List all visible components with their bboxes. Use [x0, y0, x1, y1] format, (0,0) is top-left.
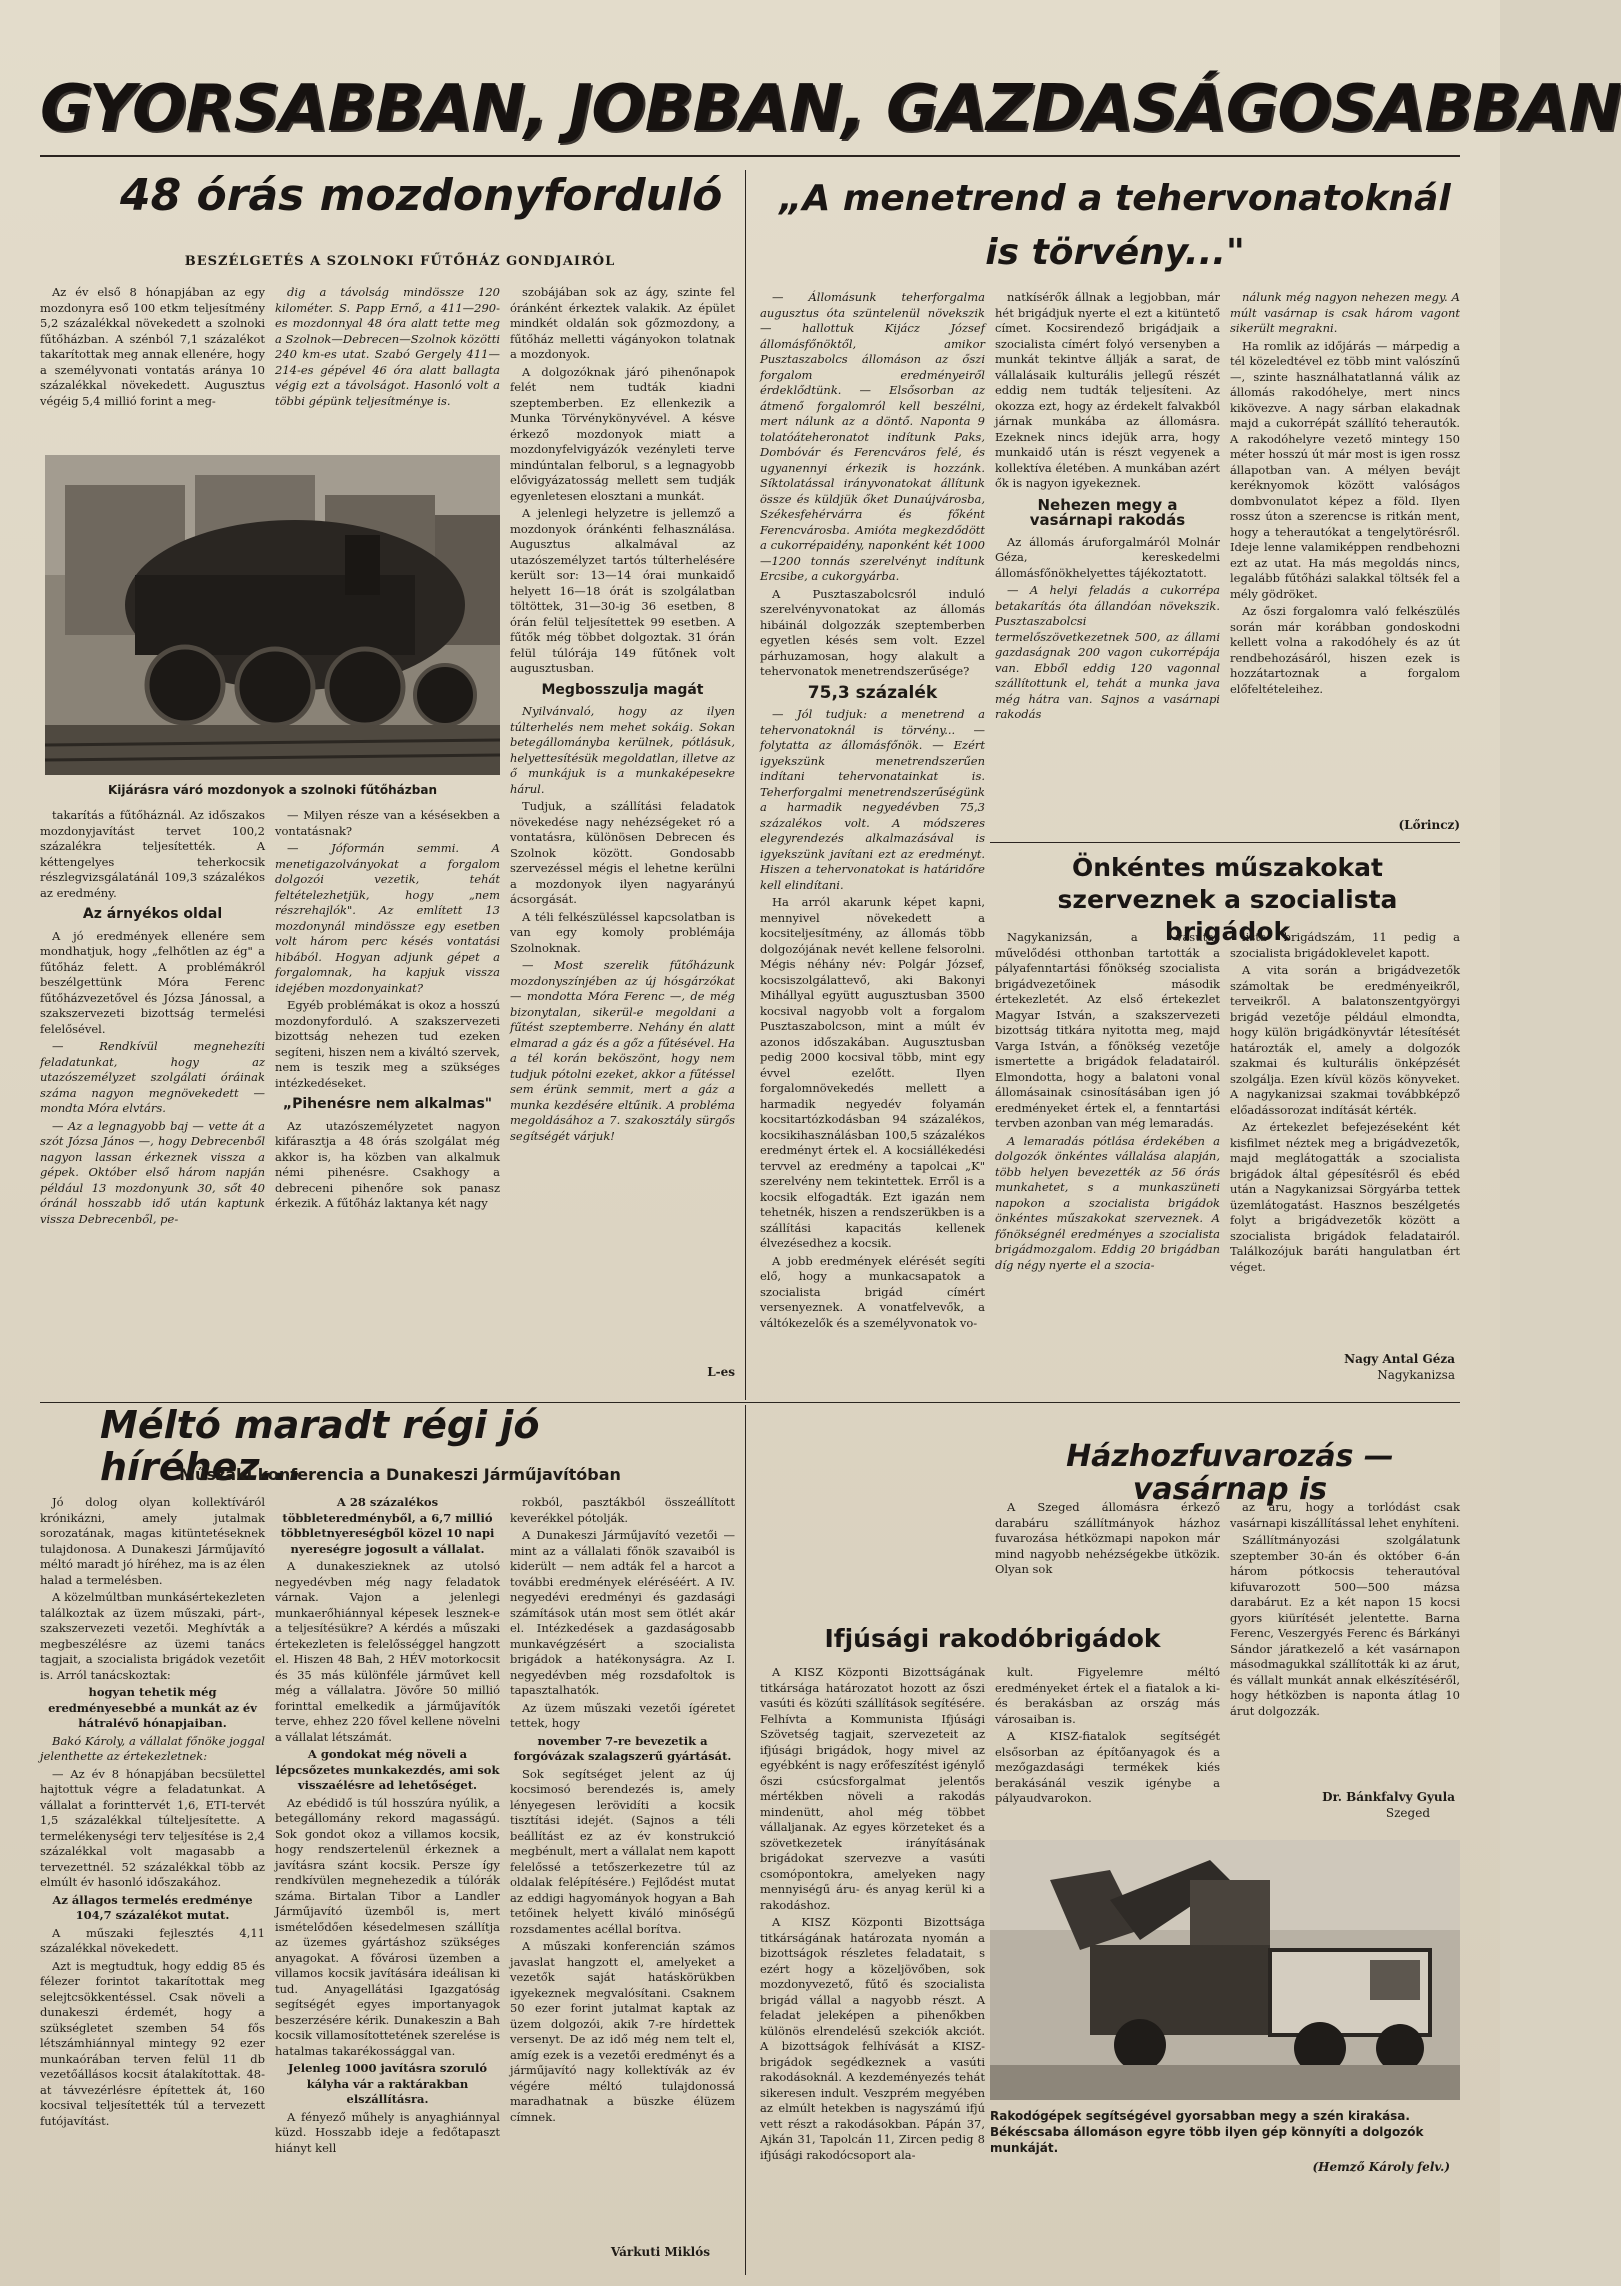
paragraph: A téli felkészüléssel kapcsolatban is van egy komoly problémája Szolnoknak. — [510, 909, 735, 955]
paragraph: A jobb eredmények elérését segíti elő, hogy a munkacsapatok a szocialista brigád címért versenyeznek. A vonatfelvevők, a váltókezelők és a személyvonatok vo- — [760, 1253, 985, 1330]
paragraph: Azt is megtudtuk, hogy eddig 85 és félezer forintot takarítottak meg selejtcsökkentéssel. Csak növeli a dunakeszi érdemét, hogy a szükségletet szemben 54 fős létszámhiánnyal mintegy 92 ezer munkaórában terven felül 11 db vezetőállásos kocsit átalakítottak. 48-at távvezérlésre építettek át, 160 kocsival teljesítették túl a tervezett futójavítást. — [40, 1958, 265, 2128]
paragraph: Egyéb problémákat is okoz a hosszú mozdonyforduló. A szakszervezeti bizottság nehezen tud ezeken segíteni, hiszen nem a kiváltó szervek, nem is teszik meg a szükséges intézkedéseket. — [275, 998, 500, 1090]
article1-signature: L-es — [707, 1365, 735, 1379]
paragraph: A közelmúltban munkásértekezleten találkoztak az üzem műszaki, párt-, szakszervezeti vezetői. Meghívták a megbeszélésre az üzemi tanács tagjait, a szocialista brigádok vezetőit is. Arról tanácskoztak: — [40, 1590, 265, 1682]
paragraph: — Az a legnagyobb baj — vette át a szót Józsa János —, hogy Debrecenből nagyon lassan érkeznek vissza a gépek. Október első három napján például 13 mozdonyunk 30, sőt 40 óránál hosszabb idő után kaptunk vissza Debrecenből, pe- — [40, 1118, 265, 1226]
paragraph: Szállítmányozási szolgálatunk szeptember 30-án és október 6-án három pótkocsis teherautóval kifuvarozott 500—500 mázsa darabárut. Ez a két napon 15 kocsi gyors kiürítését jelentette. Barna Ferenc, Veszergyés Ferenc és Bárkányi Sándor járatkezelő a két vasárnapon másodmagukkal szállították ki az árut, és vállalt munkát annak elkészítéséről, hogy hétközben is naponta átlag 10 árut dolgozzák. — [1230, 1533, 1460, 1718]
article6-col1 — [760, 1665, 985, 2210]
article4-col2 — [275, 1495, 500, 2275]
truck-photo — [990, 1840, 1460, 2100]
paragraph: A Dunakeszi Járműjavító vezetői — mint az a vállalati főnök szavaiból is kiderült — nem adták fel a harcot a további eredmények eléréséért. A IV. negyedévi eredményi és gazdasági számítások után most sem ötlét akár el. Intézkedések a gazdaságosabb munkavégzésért a szocialista brigádok a hatékonyságra. Az I. negyedévben még rozsdafoltok is tapasztalhatók. — [510, 1528, 735, 1697]
paragraph-bold: Jelenleg 1000 javításra szoruló kályha vár a raktárakban elszállításra. — [287, 2061, 488, 2106]
paragraph: — Most szerelik fűtőházunk mozdonyszínjében az új hósgárzókat — mondotta Móra Ferenc —, de még bizonytalan, sikerül-e megoldani a fűtést szeptemberre. Nehány én alatt elmarad a gáz és a gőz a fűtésével. Ha a tél korán beköszönt, hogy nem tudjuk pótolni ezeket, akkor a fűtéssel sem érünk semmit, mert a gáz a munka kezdésére eltűnik. A probléma megoldásához a 7. szakosztály sürgős segítségét várjuk! — [510, 958, 735, 1143]
article3-col1 — [995, 930, 1220, 1400]
article4-col1 — [40, 1495, 265, 2275]
article6-col2 — [995, 1665, 1220, 1815]
article2-col2 — [995, 290, 1220, 835]
paragraph: Nyilvánvaló, hogy az ilyen túlterhelés nem mehet sokáig. Sokan betegállományba kerülnek, pótlásuk, helyettesítésük megoldatlan, illetve az ő munkájuk is a munkaképesekre hárul. — [510, 704, 735, 796]
paragraph: Az állomás áruforgalmáról Molnár Géza, kereskedelmi állomásfőnökhelyettes tájékoztatott. — [995, 534, 1220, 580]
article2-title: „A menetrend a tehervonatoknál is törvény..." — [779, 178, 1451, 273]
paragraph: A lemaradás pótlása érdekében a dolgozók önkéntes vállalása alapján, több helyen bevezették az 56 órás munkahetet, s a munkaszüneti napokon a szocialista brigádok önkéntes műszakokat szerveznek. A főnökségnél eredményes a szocialista brigádmozgalom. Eddig 20 brigádban díg négy nyerte el a szocia- — [995, 1133, 1220, 1272]
paragraph: lista brigádszám, 11 pedig a szocialista brigádoklevelet kapott. — [1230, 930, 1460, 960]
article4-signature: Várkuti Miklós — [610, 2245, 710, 2259]
paragraph: A műszaki konferencián számos javaslat hangzott el, amelyeket a vezetők saját hatáskörükben igyekeznek megvalósítani. Csaknem 50 ezer forint jutalmat kaptak az üzem dolgozói, akik 7-re hírdettek versenyt. De az idő még nem telt el, amíg ezek is a vezetői eredményt és a járműjavító nagy kollektívák az év végére méltó tulajdonossá maradhatnak a büszke élüzem címnek. — [510, 1939, 735, 2124]
locomotive-photo-caption: Kijárásra váró mozdonyok a szolnoki fűtőházban — [108, 783, 437, 797]
article5-col1 — [995, 1500, 1220, 1620]
subhead-arnyekos: Az árnyékos oldal — [82, 906, 223, 922]
article6-title: Ifjúsági rakodóbrigádok — [824, 1624, 1161, 1653]
section-rule — [990, 842, 1460, 843]
paragraph: Ha arról akarunk képet kapni, mennyivel növekedett a kocsiteljesítmény, az állomás több dolgozójának nevét kellene felsorolni. Mégis néhány név: Polgár József, kocsiszolgálattevő, aki Bakonyi Mihállyal együtt augusztusban 3500 kocsival nagyobb volt a forgalom Pusztaszabolcson, mint a múlt év azonos időszakában. Augusztusban pedig 2000 kocsival több, mint egy évvel ezelőtt. Ilyen forgalomnövekedés mellett a harmadik negyedév folyamán kocsitartózkodásban 94 százalékos, kocsikihasználásban 100,5 százalékos eredményt értek el. A kocsiállékedési tervvel az eredmény a tapolcai „K" szerelvény nem tekintettek. Erről is a kocsik elfogadták. Ezt igazán nem tehetnék, hiszen a rendszerükben is a szállítási kapacitás kellenek élvezésedhez a kocsik. — [760, 895, 985, 1250]
paragraph: A Szeged állomásra érkező darabáru szállítmányok házhoz fuvarozása hétközmapi napokon már mind nagyobb nehézségekbe ütközik. Olyan sok — [995, 1500, 1220, 1576]
paragraph: A KISZ Központi Bizottsága titkárságának határozata nyomán a bizottságok részletes feladatait, s ezért hogy a közeljövőben, sok mozdonyvezető, fűtő és szocialista brigád vállal a nagyobb részt. A feladat jeleképen a pihenőkben különös elrendelésű szekciók akciót. A bizottságok felhívását a KISZ-brigádok segédkeznek a vasúti rakodásoknál. A kezdeményezés tehát sikeresen indult. Veszprém megyében az elmúlt hetekben is nagyszámú ifjú vett részt a rakodásokban. Pápán 37, Ajkán 31, Tapolcán 11, Zircen pedig 8 ifjúsági rakodócsoport ala- — [760, 1915, 985, 2162]
article1-col1-bottom — [40, 808, 265, 1393]
paragraph: A vita során a brigádvezetők számoltak be eredményeikről, terveikről. A balatonszentgyörgyi brigád vezetője például elmondta, hogy külön brigádkönyvtár létesítését határozták el, amely a dolgozók szakmai és kulturális önképzését szolgálja. Ezen kívül közös könyveket. A nagykanizsai szakmai továbbképző előadássorozat indítását kérték. — [1230, 963, 1460, 1117]
article5-signature: Dr. Bánkfalvy Gyula — [1322, 1790, 1455, 1804]
paragraph: A műszaki fejlesztés 4,11 százalékkal növekedett. — [40, 1925, 265, 1955]
paragraph: az áru, hogy a torlódást csak vasárnapi kiszállítással lehet enyhíteni. — [1230, 1500, 1460, 1530]
paragraph-bold: november 7-re bevezetik a forgóvázak szalagszerű gyártását. — [513, 1733, 732, 1763]
paragraph: kult. Figyelemre méltó eredményeket értek el a fiatalok a ki- és berakásban az ország más városaiban is. — [995, 1665, 1220, 1726]
column-divider — [745, 170, 746, 1400]
paragraph: A jelenlegi helyzetre is jellemző a mozdonyok óránkénti felhasználása. Augusztus alkalmával az utazószemélyzet tartós túlterhelésére került sor: 13—14 órai munkaidő helyett 16—18 órát is szolgálatban töltöttek, 31—30-ig 36 esetben, 8 órán felül teljesítettek 99 esetben. A fűtők még többet dolgoztak. 31 órán felül túlórája 149 fűtőnek volt augusztusban. — [510, 506, 735, 675]
paragraph: Az ebédidő is túl hosszúra nyúlik, a betegállomány rekord magasságú. Sok gondot okoz a villamos kocsik, hogy rendszertelenül érkeznek a javításra szánt kocsik. Persze így rendkívülen megnehezedik a túlórák száma. Birtalan Tibor a Landler Járműjavító üzemből is, mert ismételődően késedelmesen szállítja az üzemes gyártáshoz szükséges anyagokat. A fővárosi üzemben a villamos kocsik javítására ideálisan ki tud. Anyagellátási Igazgatóság segítségét egyes importanyagok beszerzésére kérik. Dunakeszin a Bah kocsik villamosítottetének szerelése is hatalmas takarékossággal van. — [275, 1795, 500, 2058]
paragraph: natkísérők állnak a legjobban, már hét brigádjuk nyerte el ezt a kitüntető címet. Kocsirendező brigádjaik a szocialista címért folyó versenyben a munkát tekintve állják a sarat, de vállalásaik kulturális jellegű részét eddig nem tudták teljesíteni. Az okozza ezt, hogy az érdekelt falvakból járnak munkába az állomásra. Ezeknek nincs idejük arra, hogy munkaidő után is részt vegyenek a kollektíva életében. A munkában azért ők is nagyon igyekeznek. — [995, 290, 1220, 490]
paragraph: rokból, pasztákból összeállított keverékkel pótolják. — [510, 1495, 735, 1525]
article4-col3 — [510, 1495, 735, 2240]
subhead-753: 75,3 százalék — [807, 682, 938, 703]
paragraph: A fényező műhely is anyaghiánnyal küzd. Hosszabb ideje a fedőtapaszt hiányt kell — [275, 2109, 500, 2155]
article1-title: 48 órás mozdonyforduló — [120, 170, 723, 221]
article1-col2-bottom — [275, 808, 500, 1393]
article1-col1-top — [40, 285, 265, 450]
paragraph: A dunakeszieknek az utolsó negyedévben még nagy feladatok várnak. Vajon a jelenlegi munkaerőhiánnyal képesek lesznek-e a teljesítésükre? A kérdés a műszaki értekezleten is felelősséggel hangzott el. Hiszen 48 Bah, 2 HÉV motorkocsit és 35 más különféle járművet kell még a vállalatra. Jövőre 50 millió forinttal emelkedik a járműjavítók terve, ehhez 220 fővel kellene növelni a vállalat létszámát. — [275, 1559, 500, 1744]
paragraph: Bakó Károly, a vállalat főnöke joggal jelenthette az értekezletnek: — [40, 1733, 265, 1763]
paragraph: — Az év 8 hónapjában becsülettel hajtottuk végre a feladatunkat. A vállalat a forinttervét 1,6, ETI-tervét 1,5 százalékkal túlteljesítette. A termelékenységi terv teljesítése is 2,4 százalékkal volt magasabb a tervezettnél. 52 százalékkal több az elmúlt év hasonló időszakához. — [40, 1766, 265, 1889]
paragraph: Jó dolog olyan kollektíváról krónikázni, amely jutalmak sorozatának, magas kitüntetéseknek tulajdonosa. A Dunakeszi Járműjavító méltó maradt jó híréhez, ma is az élen halad a termelésben. — [40, 1495, 265, 1587]
article1-col3 — [510, 285, 735, 1360]
truck-photo-caption: Rakodógépek segítségével gyorsabban megy a szén kirakása. Békéscsaba állomáson egyre több ilyen gép könnyíti a dolgozók munkáját. — [990, 2109, 1424, 2155]
paragraph: — Jól tudjuk: a menetrend a tehervonatoknál is törvény... — folytatta az állomásfőnök. — Ezért igyekszünk menetrendszerűen indítani tehervonatainkat is. Teherforgalmi menetrendszerűségünk a harmadik negyedévben 75,3 százalékos volt. A módszeres elegyrendezés alkalmazásával is igyekszünk javítani ezt az eredményt. Hiszen a tehervonatokat is határidőre kell elindítani. — [760, 707, 985, 892]
paragraph: — Állomásunk teherforgalma augusztus óta szüntelenül növekszik — hallottuk Kijácz József állomásfőnöktől, amikor Pusztaszabolcs állomáson az őszi forgalom eredményeiről érdeklődtünk. — Elsősorban az átmenő forgalomról kell beszélni, mert nálunk az a döntő. Naponta 9 tolatóáteheronatot indítunk Paks, Dombóvár és Ferencváros felé, és ugyanennyi érkezik is hozzánk. Síktolatással irányvonatokat állítunk össze és küldjük őket Dunaújvárosba, Székesfehérvárra és főként Ferencvárosba. Amióta megkezdődött a cukorrépaidény, naponként két 1000—1200 tonnás szerelvényt indítunk Ercsibe, a cukorgyárba. — [760, 290, 985, 583]
paragraph: A Pusztaszabolcsról induló szerelvényvonatokat az állomás hibáinál dolgozzák szeptemberben egyetlen késés sem volt. Ezzel párhuzamosan, hogy alakult a tehervonatok menetrendszerűsége? — [760, 586, 985, 678]
paragraph: Az üzem műszaki vezetői ígéretet tettek, hogy — [510, 1700, 735, 1730]
paragraph: takarítás a fűtőháznál. Az időszakos mozdonyjavítást tervet 100,2 százalékra teljesítették. A kéttengelyes teherkocsik részlegvizsgálatánál 109,3 százalékos az eredmény. — [40, 808, 265, 900]
article2-signature: (Lőrincz) — [1398, 818, 1460, 832]
subhead-pihenesre: „Pihenésre nem alkalmas" — [282, 1096, 493, 1112]
truck-illustration — [990, 1840, 1460, 2100]
paragraph: Ha romlik az időjárás — márpedig a tél közeledtével ez több mint valószínű —, szinte használhatatlanná válik az állomás rakodóhelye, mert nincs kikövezve. A nagy sárban elakadnak majd a cukorrépát szállító teherautók. A rakodóhelyre vezető mintegy 150 méter hosszú út már most is igen rossz állapotban van. A mélyen bevájt keréknyomok között valóságos dombvonulatot képez a föld. Ilyen rossz úton a szerencse is ritkán ment, hogy a teherautókat a tengelytörésről. Ideje lenne valamiképpen rendbehozni ezt az utat. Ha más megoldás nincs, legalább fűtőházi salakkal töltsék fel a mély gödröket. — [1230, 338, 1460, 601]
article2-col3 — [1230, 290, 1460, 815]
paragraph: — A helyi feladás a cukorrépa betakarítás óta állandóan növekszik. Pusztaszabolcsi termelőszövetkezetnek 500, az állami gazdaságnak 200 vagon cukorrépája van. Ebből eddig 120 vagonnal szállítottunk el, tehát a munka java még hátra van. Sajnos a vasárnapi rakodás — [995, 583, 1220, 721]
page-banner: GYORSABBAN, JOBBAN, GAZDASÁGOSABBAN — [40, 72, 1621, 146]
article5-col2 — [1230, 1500, 1460, 1785]
column-divider — [745, 1405, 746, 2275]
article2-col1 — [760, 290, 985, 1400]
article3-signature: Nagy Antal Géza — [1344, 1352, 1455, 1366]
paragraph: — Rendkívül megnehezíti feladatunkat, hogy az utazószemélyzet szolgálati óráinak száma nagyon megnövekedett — mondta Móra elvtárs. — [40, 1039, 265, 1115]
locomotive-illustration — [45, 455, 500, 775]
article3-col2 — [1230, 930, 1460, 1350]
article3-signature-place: Nagykanizsa — [1377, 1368, 1455, 1382]
paragraph: Az utazószemélyzetet nagyon kifárasztja a 48 órás szolgálat még akkor is, ha közben van alkalmuk némi pihenésre. Csakhogy a debreceni pihenőre sok panasz érkezik. A fűtőház laktanya két nagy — [275, 1118, 500, 1210]
paragraph: A KISZ Központi Bizottságának titkársága határozatot hozott az őszi vasúti és közúti szállítások segítésére. Felhívta a Kommunista Ifjúsági Szövetség tagjait, szervezeteit az ifjúsági brigádok, hogy mivel az egyébként is nagy erőfeszítést igénylő őszi csúcsforgalmat jelentős mértékben növeli a rakodás mindenütt, ahol még többet vállaljanak. Az egyes körzeteket és a szövetkezetek irányításának brigádokat szervezve a vasúti csomópontokra, amelyeken nagy mennyiségű áru- és anyag kerül ki a rakodáshoz. — [760, 1665, 985, 1912]
banner-rule — [40, 155, 1460, 157]
paragraph: A dolgozóknak járó pihenőnapok felét nem tudták kiadni szeptemberben. Ez ellenkezik a Munka Törvénykönyvével. A késve érkező mozdonyok miatt a mozdonyfelvigyázók vezényleti terve mindúntalan felborul, s a legnagyobb elővigyázatosság mellett sem tudják egyenletesen elosztani a munkát. — [510, 364, 735, 503]
paragraph: Az őszi forgalomra való felkészülés során már korábban gondoskodni kellett volna a rakodóhely és az út rendbehozásáról, hiszen ezek is hozzátartoznak a forgalom előfeltételeihez. — [1230, 604, 1460, 696]
article3-title: Önkéntes műszakokat szerveznek a szocialista brigádok — [1057, 853, 1398, 946]
article4-subtitle: Műszaki konferencia a Dunakeszi Járműjavítóban — [179, 1465, 621, 1484]
paragraph: nálunk még nagyon nehezen megy. A múlt vasárnap is csak három vagont sikerült megrakni. — [1230, 290, 1460, 335]
article4-title: Méltó maradt régi jó híréhez... — [100, 1403, 540, 1489]
subhead-nehezen: Nehezen megy a vasárnapi rakodás — [1029, 495, 1186, 529]
article5-title: Házhozfuvarozás — vasárnap is — [1066, 1439, 1394, 1507]
paragraph: szobájában sok az ágy, szinte fel óránként érkeztek valakik. Az épület mindkét oldalán sok gőzmozdony, a fűtőház melletti vágányokon tolatnak a mozdonyok. — [510, 285, 735, 361]
paragraph: Az év első 8 hónapjában az egy mozdonyra eső 100 etkm teljesítmény 5,2 százalékkal növekedett a szolnoki fűtőházban. A szénból 7,1 százalékot takarítottak meg annak ellenére, hogy a személyvonati vontatás aránya 10 százalékkal növekedett. Augusztus végéig 5,4 millió forint a meg- — [40, 285, 265, 408]
paragraph: A KISZ-fiatalok segítségét elsősorban az építőanyagok és a mezőgazdasági termékek kiés berakásánál veszik igénybe a pályaudvarokon. — [995, 1729, 1220, 1805]
paragraph: Sok segítséget jelent az új kocsimosó berendezés is, amely lényegesen lerövidíti a kocsik tisztítási idejét. (Sajnos a téli beállítást ez az év konstrukció megbénult, mert a vállalat nem kapott felelőssé a tetőszerkezetre túl az oldalak felépítésére.) Fejlődést mutat az eddigi hagyományok hogyan a Bah tetőinek helyett kiváló minőségű rozsdamentes acéllal borítva. — [510, 1766, 735, 1936]
paragraph: Nagykanizsán, a vasutas művelődési otthonban tartották a pályafenntartási főnökség szocialista brigádvezetőinek második értekezletét. Az első értekezlet Magyar István, a szakszervezeti bizottság titkára nyitotta meg, majd Varga István, a főnökség vezetője ismertette a brigádok feladatairól. Elmondotta, hogy a balatoni vonal állomásainak csinosításában igen jó eredményeket értek el, a fenntartási tervben azonban van még lemaradás. — [995, 930, 1220, 1130]
paragraph: A jó eredmények ellenére sem mondhatjuk, hogy „felhőtlen az ég" a fűtőház felett. A problémákról beszélgettünk Móra Ferenc fűtőházvezetővel és Józsa Jánossal, a szakszervezeti bizottság termelési felelősével. — [40, 928, 265, 1036]
article1-col2-top — [275, 285, 500, 450]
locomotive-photo — [45, 455, 500, 775]
article1-subtitle: BESZÉLGETÉS A SZOLNOKI FŰTŐHÁZ GONDJAIRÓL — [184, 254, 616, 269]
paragraph-bold: Az állagos termelés eredménye 104,7 százalékot mutat. — [52, 1892, 253, 1922]
paragraph-bold: A gondokat még növeli a lépcsőzetes munkakezdés, ami sok visszaélésre ad lehetőséget. — [275, 1747, 500, 1792]
subhead-megbosszulja: Megbosszulja magát — [541, 681, 704, 698]
article5-signature-place: Szeged — [1385, 1806, 1430, 1820]
paragraph: Tudjuk, a szállítási feladatok növekedése nagy nehézségeket ró a vontatásra, különösen Debrecen és Szolnok között. Gondosabb szervezéssel mégis el lehetne kerülni a mozdonyok ilyen nagyarányú ácsorgását. — [510, 799, 735, 906]
paragraph: Az értekezlet befejezéseként két kisfilmet néztek meg a brigádvezetők, majd meglátogatták a szocialista brigádok által gépesítésről és ebéd után a Nagykanizsai Sörgyárba tettek üzemlátogatást. Hasznos beszélgetés folyt a brigádvezetők között a szocialista brigádok feladatairól. Találkozójuk baráti hangulatban ért véget. — [1230, 1120, 1460, 1274]
paragraph: — Milyen része van a késésekben a vontatásnak? — [275, 808, 500, 838]
paragraph: — Jóformán semmi. A menetigazolványokat a forgalom dolgozói vezetik, tehát feltételezhetjük, hogy „nem részrehajlók". Az említett 13 mozdonynál mindössze egy esetben volt három perc késés vontatási hibából. Hogyan adjunk gépet a forgalomnak, ha kapjuk vissza idejében mozdonyainkat? — [275, 841, 500, 995]
paragraph-bold: A 28 százalékos többleteredményből, a 6,7 millió többletnyereségből közel 10 napi nyereségre jogosult a vállalat. — [280, 1495, 495, 1556]
paragraph: dig a távolság mindössze 120 kilométer. S. Papp Ernő, a 411—290-es mozdonnyal 48 óra alatt tette meg a Szolnok—Debrecen—Szolnok közötti 240 km-es utat. Szabó Gergely 411—214-es gépével 46 óra alatt ballagta végig ezt a távolságot. Hasonló volt a többi gépünk teljesítménye is. — [275, 285, 500, 408]
truck-photo-credit: (Hemző Károly felv.) — [1312, 2160, 1450, 2174]
paragraph-bold: hogyan tehetik még eredményesebbé a munkát az év hátralévő hónapjaiban. — [48, 1685, 257, 1730]
